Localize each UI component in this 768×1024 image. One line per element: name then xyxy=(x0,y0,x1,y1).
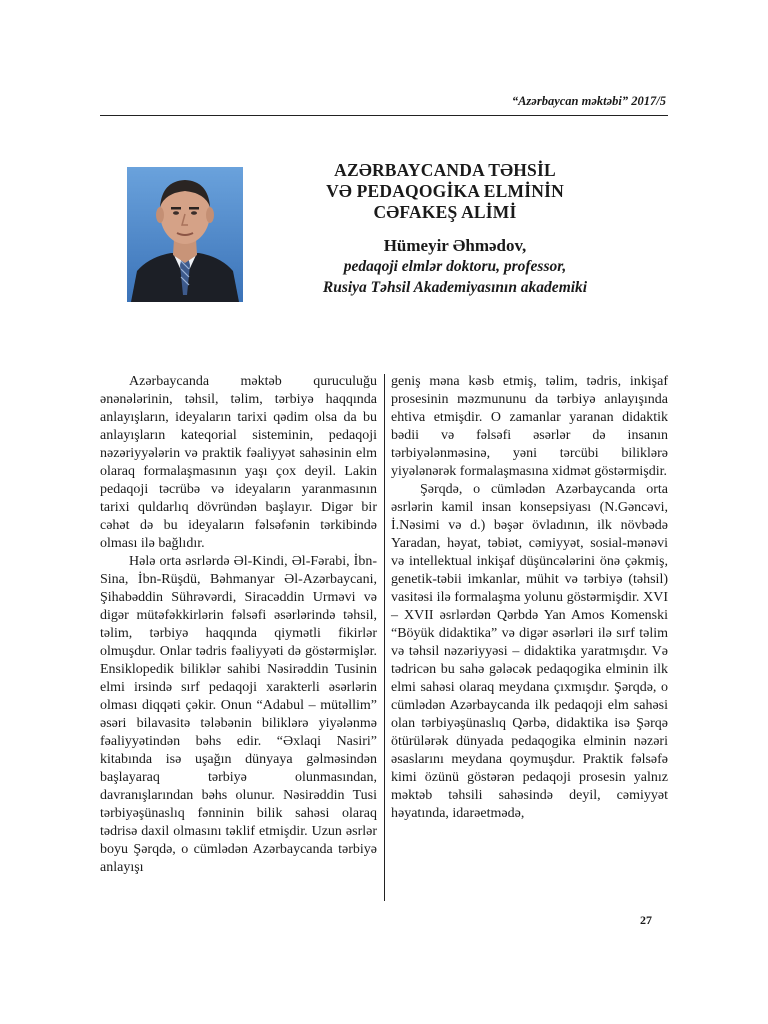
column-divider xyxy=(384,374,385,901)
paragraph: geniş məna kəsb etmiş, təlim, tədris, inkişaf prosesinin məzmununu da tərbiyə anlayışında ehtiva etmişdir. O zamanlar yaranan didaktik bədii və fəlsəfi əsərlər də insanın tərbiyələnməsinə, yəni tərcübi biliklərə yiyələnərək formalaşmasına xidmət göstərmişdir. xyxy=(391,374,668,479)
page-number: 27 xyxy=(640,913,652,927)
left-text-column xyxy=(100,373,377,877)
author-degree: pedaqoji elmlər doktoru, professor, xyxy=(343,258,567,275)
running-head: “Azərbaycan məktəbi” 2017/5 xyxy=(511,94,666,108)
author-academy: Rusiya Təhsil Akademiyasının akademiki xyxy=(322,279,588,296)
title-line: CƏFAKEŞ ALİMİ xyxy=(373,202,517,222)
article-title xyxy=(300,160,590,223)
author-block xyxy=(280,235,630,298)
author-name: Hümeyir Əhmədov, xyxy=(383,236,527,255)
paragraph: Hələ orta əsrlərdə Əl-Kindi, Əl-Fərabi, İbn-Sina, İbn-Rüşdü, Bəhmanyar Əl-Azərbaycani, Şihabəddin Sührəvərdi, Siracəddin Urməvi və digər mütəfəkkirlərin fəlsəfi əsərlərində təhsil, təlim, tərbiyə haqqında qiymətli fikirlər olmuşdur. Onlar tədris fəaliyyəti də göstərmişlər. Ensiklopedik biliklər sahibi Nəsirəddin Tusinin elmi irsində sırf pedaqoji xarakterli əsərlərin olması diqqəti çəkir. Onun “Adabul – mütəllim” əsəri bilavasitə tələbənin biliklərə yiyələnmə fəaliyyətindən bəhs edir. “Əxlaqi Nasiri” kitabında isə uşağın dünyaya gəlməsindən başlayaraq tərbiyə olunmasından, davranışlarından bəhs olunur. Nəsirəddin Tusi tərbiyəşünaslıq fənninin bilik sahəsi olaraq tədrisə daxil olmasını təklif etmişdir. Uzun əsrlər boyu Şərqdə, o cümlədən Azərbaycanda tərbiyə anlayışı xyxy=(100,554,377,875)
portrait-image xyxy=(127,167,243,302)
author-photo xyxy=(127,167,243,302)
paragraph: Şərqdə, o cümlədən Azərbaycanda orta əsrlərin kamil insan konsepsiyası (N.Gəncəvi, İ.Nəsimi və d.) bəşər övladının, ilk növbədə Yaradan, həyat, təbiət, cəmiyyət, sosial-mənəvi və intellektual inkişaf düşüncələrini önə çəkmiş, genetik-təbii imkanlar, mühit və tərbiyə (təhsil) vasitəsi ilə formalaşma yolunu göstərmişdir. XVI – XVII əsrlərdən Qərbdə Yan Amos Komenski “Böyük didaktika” və digər əsərləri ilə sırf təlim və təhsil nəzəriyyəsi – didaktika yaratmışdır. Və tədricən bu sahə gələcək pedaqogika elminin ilk elmi sahəsi olaraq meydana çıxmışdır. Şərqdə, o cümlədən Azərbaycanda ilk pedaqoji elm sahəsi olan tərbiyəşünaslıq Qərbə, didaktika isə Şərqə ötürülərək dünyada pedaqogika elminin nəzəri əsaslarını meydana qoymuşdur. Praktik fəlsəfə kimi özünü göstərən pedaqoji prosesin yalnız məktəb təhsili sahəsində deyil, cəmiyyət həyatında, idarəetmədə, xyxy=(391,482,668,821)
right-text-column xyxy=(391,373,668,823)
title-line: VƏ PEDAQOGİKA ELMİNİN xyxy=(326,181,564,201)
title-line: AZƏRBAYCANDA TƏHSİL xyxy=(334,160,556,180)
header-rule xyxy=(100,115,668,116)
paragraph: Azərbaycanda məktəb quruculuğu ənənələrinin, təhsil, təlim, tərbiyə haqqında anlayışların, ideyaların tarixi qədim olsa da bu anlayışların kateqorial sisteminin, pedaqoji nəzəriyyələrin və praktik fəaliyyət sahəsinin elm olaraq formalaşmasının yaşı çox deyil. Lakin pedaqoji təcrübə və ideyaların yaranmasının tarixi quldarlıq dövründən başlayır. Digər bir cəhət də bu ideyaların fəlsəfənin tərkibində olması ilə bağlıdır. xyxy=(100,374,377,551)
